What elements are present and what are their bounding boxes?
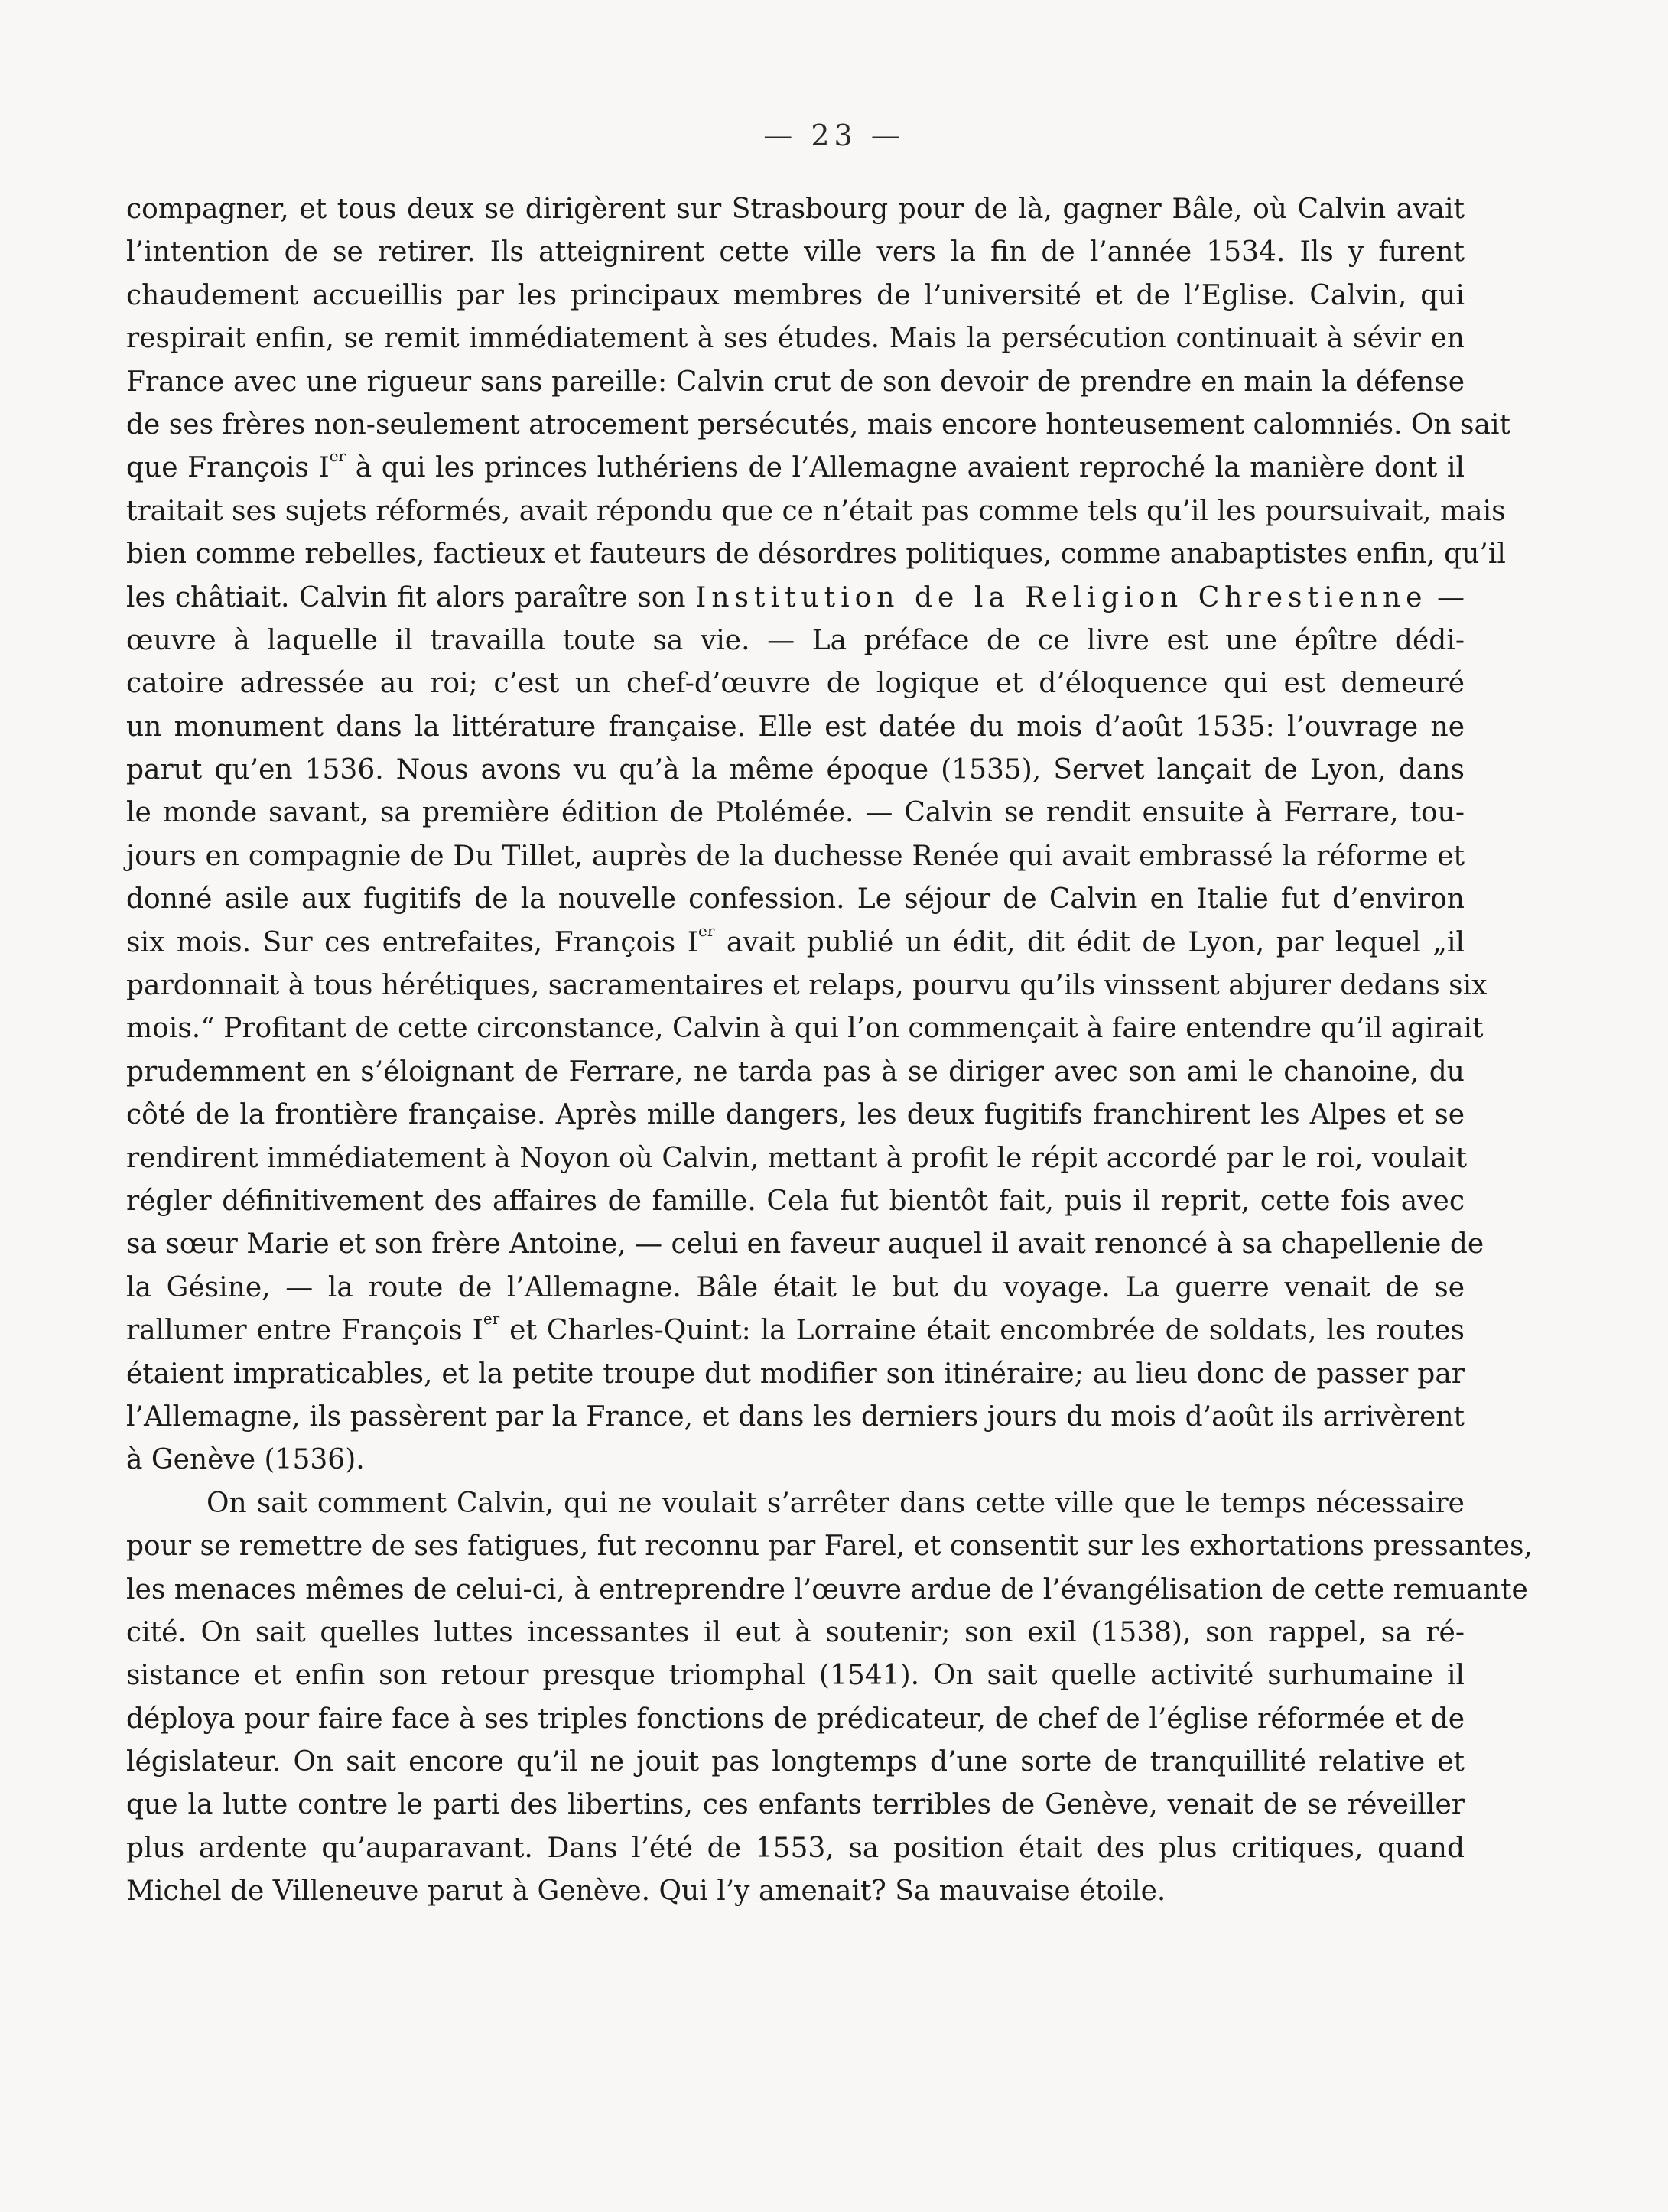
text-line: que François Ier à qui les princes luthériens de l’Allemagne avaient reproché la manière dont il: [126, 447, 1465, 484]
text-line: donné asile aux fugitifs de la nouvelle confession. Le séjour de Calvin en Italie fut d’environ: [126, 883, 1465, 916]
page-number: — 23 —: [763, 119, 905, 152]
text-line: étaient impraticables, et la petite troupe dut modifier son itinéraire; au lieu donc de passer par: [126, 1358, 1465, 1390]
text-line: l’Allemagne, ils passèrent par la France, et dans les derniers jours du mois d’août ils arrivèrent: [126, 1400, 1465, 1433]
text-line: rendirent immédiatement à Noyon où Calvin, mettant à profit le répit accordé par le roi, voulait: [126, 1142, 1468, 1174]
text-line: les châtiait. Calvin fit alors paraître son Institution de la Religion Chrestienne —: [126, 581, 1465, 613]
text-line: un monument dans la littérature française. Elle est datée du mois d’août 1535: l’ouvrage ne: [126, 711, 1465, 743]
text-line: pour se remettre de ses fatigues, fut reconnu par Farel, et consentit sur les exhortations pressantes,: [126, 1531, 1533, 1563]
text-line: que la lutte contre le parti des libertins, ces enfants terribles de Genève, venait de se réveiller: [126, 1789, 1465, 1821]
text-line: la Gésine, — la route de l’Allemagne. Bâle était le but du voyage. La guerre venait de se: [126, 1271, 1465, 1303]
text-line: On sait comment Calvin, qui ne voulait s’arrêter dans cette ville que le temps nécessaire: [206, 1487, 1465, 1519]
text-line: Michel de Villeneuve parut à Genève. Qui l’y amenait? Sa mauvaise étoile.: [126, 1875, 1166, 1908]
text-line: déploya pour faire face à ses triples fonctions de prédicateur, de chef de l’église réformée et de: [126, 1703, 1465, 1735]
text-line: le monde savant, sa première édition de Ptolémée. — Calvin se rendit ensuite à Ferrare, tou-: [126, 797, 1465, 829]
text-line: parut qu’en 1536. Nous avons vu qu’à la même époque (1535), Servet lançait de Lyon, dans: [126, 754, 1465, 786]
text-line: côté de la frontière française. Après mille dangers, les deux fugitifs franchirent les Alpes et se: [126, 1099, 1465, 1131]
text-line: compagner, et tous deux se dirigèrent sur Strasbourg pour de là, gagner Bâle, où Calvin avait: [126, 194, 1465, 225]
text-line: catoire adressée au roi; c’est un chef-d’œuvre de logique et d’éloquence qui est demeuré: [126, 668, 1465, 700]
text-line: cité. On sait quelles luttes incessantes il eut à soutenir; son exil (1538), son rappel, sa ré-: [126, 1616, 1465, 1648]
text-line: à Genève (1536).: [126, 1444, 365, 1476]
text-line: l’intention de se retirer. Ils atteignirent cette ville vers la fin de l’année 1534. Ils y furent: [126, 236, 1465, 268]
text-line: législateur. On sait encore qu’il ne jouit pas longtemps d’une sorte de tranquillité relative et: [126, 1746, 1465, 1778]
text-line: œuvre à laquelle il travailla toute sa vie. — La préface de ce livre est une épître dédi-: [126, 624, 1465, 656]
text-line: bien comme rebelles, factieux et fauteurs de désordres politiques, comme anabaptistes enfin, qu’il: [126, 538, 1506, 571]
text-line: sistance et enfin son retour presque triomphal (1541). On sait quelle activité surhumaine il: [126, 1660, 1465, 1692]
text-line: les menaces mêmes de celui-ci, à entreprendre l’œuvre ardue de l’évangélisation de cette remuante: [126, 1573, 1528, 1605]
text-line: six mois. Sur ces entrefaites, François Ier avait publié un édit, dit édit de Lyon, par lequel „il: [126, 921, 1465, 958]
text-line: prudemment en s’éloignant de Ferrare, ne tarda pas à se diriger avec son ami le chanoine, du: [126, 1056, 1465, 1088]
body-text: [126, 188, 1533, 1914]
paragraph: [126, 1482, 1533, 1914]
text-line: jours en compagnie de Du Tillet, auprès de la duchesse Renée qui avait embrassé la réforme et: [126, 840, 1465, 872]
text-line: plus ardente qu’auparavant. Dans l’été de 1553, sa position était des plus critiques, quand: [126, 1832, 1465, 1864]
text-line: rallumer entre François Ier et Charles-Quint: la Lorraine était encombrée de soldats, les routes: [126, 1309, 1465, 1347]
text-line: de ses frères non-seulement atrocement persécutés, mais encore honteusement calomniés. On sait: [126, 408, 1510, 441]
text-line: France avec une rigueur sans pareille: Calvin crut de son devoir de prendre en main la défense: [126, 366, 1465, 398]
text-line: pardonnait à tous hérétiques, sacramentaires et relaps, pourvu qu’ils vinssent abjurer dedans six: [126, 970, 1488, 1002]
text-line: chaudement accueillis par les principaux membres de l’université et de l’Eglise. Calvin, qui: [126, 279, 1465, 311]
text-line: sa sœur Marie et son frère Antoine, — celui en faveur auquel il avait renoncé à sa chapellenie de: [126, 1228, 1484, 1261]
text-line: régler définitivement des affaires de famille. Cela fut bientôt fait, puis il reprit, cette fois avec: [126, 1185, 1465, 1217]
text-line: respirait enfin, se remit immédiatement à ses études. Mais la persécution continuait à sévir en: [126, 323, 1465, 355]
paragraph: [126, 188, 1510, 1482]
text-line: mois.“ Profitant de cette circonstance, Calvin à qui l’on commençait à faire entendre qu’il agirait: [126, 1013, 1484, 1045]
text-line: traitait ses sujets réformés, avait répondu que ce n’était pas comme tels qu’il les poursuivait, mais: [126, 495, 1506, 527]
